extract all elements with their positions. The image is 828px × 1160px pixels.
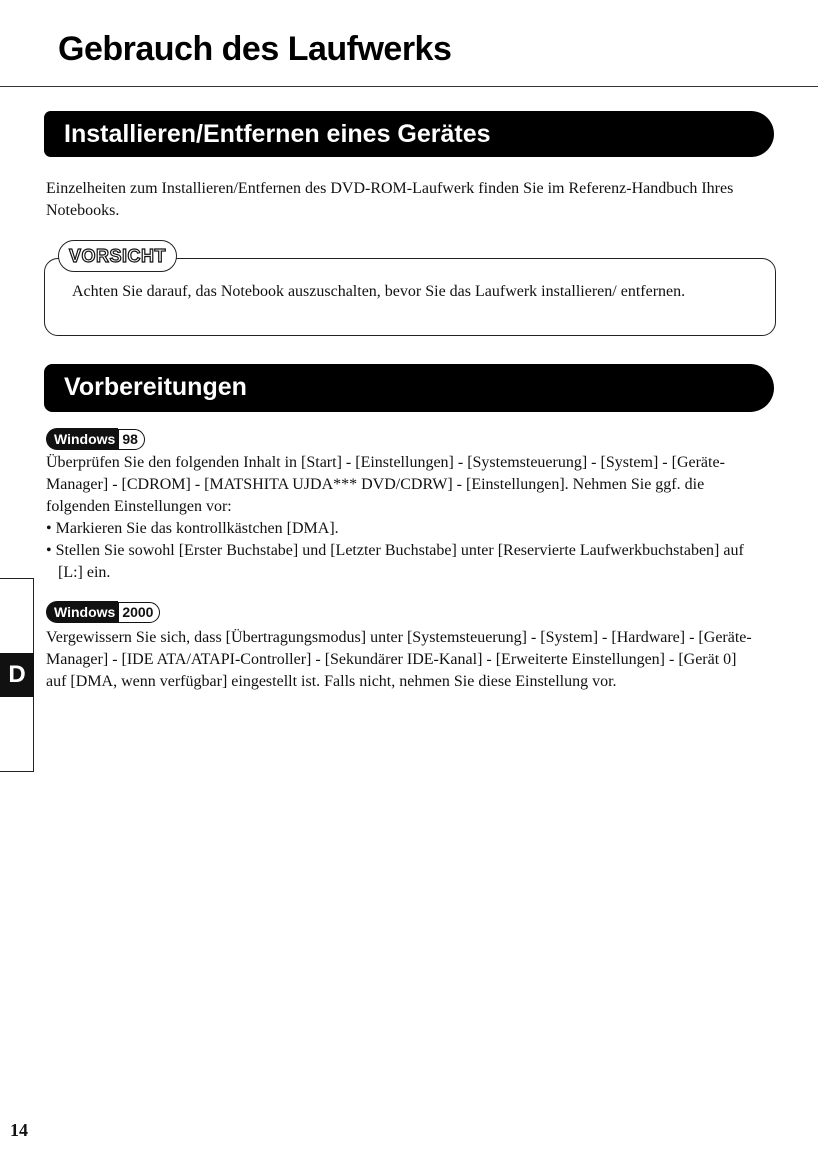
caution-badge xyxy=(58,240,177,272)
page-number: 14 xyxy=(10,1120,28,1140)
list-item: • Markieren Sie das kontrollkästchen [DMA]. xyxy=(46,518,758,540)
windows98-badge-name: Windows xyxy=(46,428,118,450)
windows98-instructions: Überprüfen Sie den folgenden Inhalt in [Start] - [Einstellungen] - [Systemsteuerung] - [System] - [Geräte-Manager] - [CDROM] - [MATSHITA UJDA*** DVD/CDRW] - [Einstellungen]. Nehmen Sie ggf. die folgenden Einstellungen vor: xyxy=(46,454,725,515)
windows98-bullet-list xyxy=(46,518,758,584)
side-tab-letter: D xyxy=(0,653,34,697)
windows2000-badge xyxy=(46,601,160,623)
windows98-badge xyxy=(46,428,145,450)
section-heading-prep: Vorbereitungen xyxy=(44,364,774,412)
windows2000-badge-version: 2000 xyxy=(118,602,160,623)
title-divider xyxy=(0,86,818,87)
install-intro-text: Einzelheiten zum Installieren/Entfernen des DVD-ROM-Laufwerk finden Sie im Referenz-Handbuch Ihres Notebooks. xyxy=(46,180,734,219)
windows2000-instructions: Vergewissern Sie sich, dass [Übertragungsmodus] unter [Systemsteuerung] - [System] - [Hardware] - [Geräte-Manager] - [IDE ATA/ATAPI-Controller] - [Sekundärer IDE-Kanal] - [Erweiterte Einstellungen] - [Gerät 0] auf [DMA, wenn verfügbar] eingestellt ist. Falls nicht, nehmen Sie diese Einstellung vor. xyxy=(46,629,752,690)
windows2000-badge-name: Windows xyxy=(46,601,118,623)
caution-text: Achten Sie darauf, das Notebook auszuschalten, bevor Sie das Laufwerk installieren/ entfernen. xyxy=(72,283,686,300)
section-heading-install: Installieren/Entfernen eines Gerätes xyxy=(44,111,774,157)
windows98-badge-version: 98 xyxy=(118,429,145,450)
list-item: • Stellen Sie sowohl [Erster Buchstabe] und [Letzter Buchstabe] unter [Reservierte Laufwerkbuchstaben] auf [L:] ein. xyxy=(46,540,758,584)
caution-label: VORSICHT xyxy=(69,246,167,266)
page-title: Gebrauch des Laufwerks xyxy=(58,30,452,68)
